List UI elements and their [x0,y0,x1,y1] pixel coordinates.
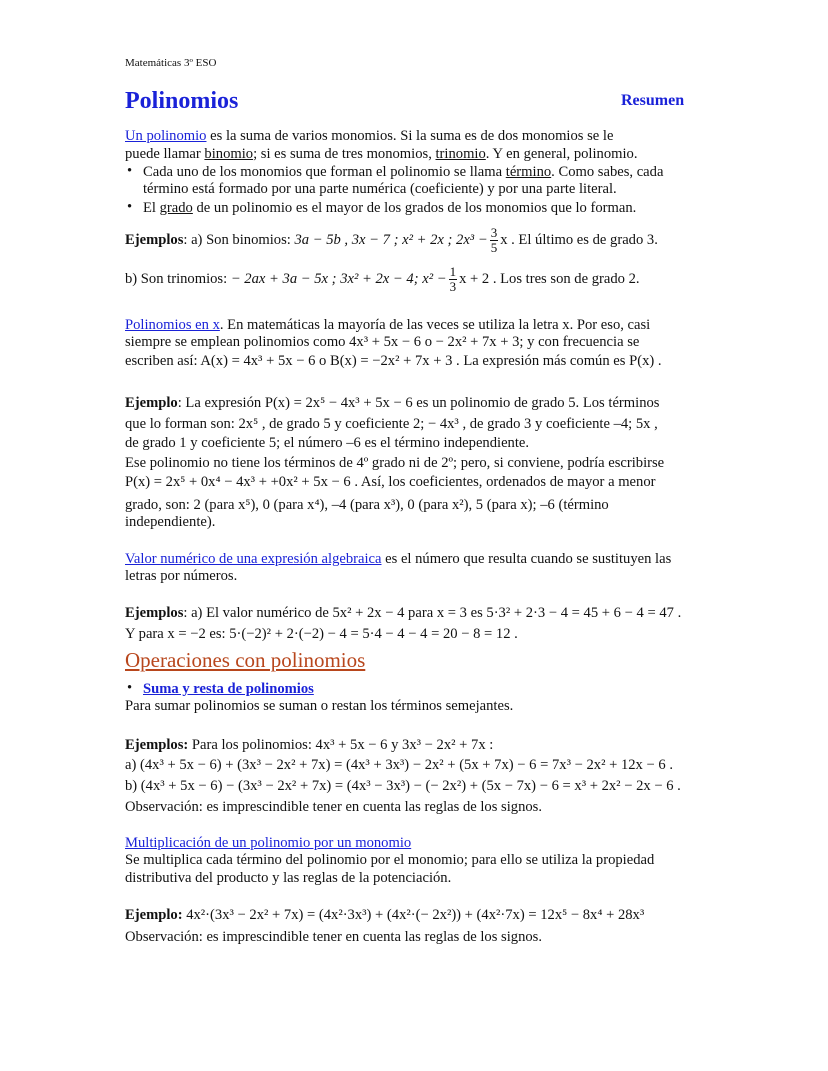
text: . Como sabes, cada [551,164,664,180]
term-termino: término [505,164,552,180]
fraction [449,265,458,294]
px-line: siempre se emplean polinomios como 4x³ + 5x − 6 o − 2x² + 7x + 3; y con frecuencia se [125,334,640,350]
page-title: Polinomios [125,88,239,114]
label: Ejemplo [125,395,178,411]
term-grado: grado [159,200,193,216]
ops-line: Se multiplica cada término del polinomio por el monomio; para ello se utiliza la propiedad [125,852,655,868]
polinomio-link[interactable]: Un polinomio [125,128,207,144]
text: b) Son trinomios: [125,270,231,287]
section-title-operaciones: Operaciones con polinomios [125,648,366,672]
text: es el número que resulta cuando se sustituyen las [381,551,672,567]
example-line: independiente). [125,514,216,530]
text: x + 2 . Los tres son de grado 2. [459,270,640,287]
example-line: Ese polinomio no tiene los términos de 4º grado ni de 2º; pero, si conviene, podría escribirse [125,455,665,471]
text: El [143,200,160,216]
intro-line [125,127,613,145]
denominator: 5 [490,240,498,255]
page-header: Matemáticas 3º ESO [125,57,217,69]
text: ; si es suma de tres monomios, [253,146,436,162]
text: Para los polinomios: 4x³ + 5x − 6 y 3x³ − 2x² + 7x : [188,737,494,753]
vn-line: letras por números. [125,568,238,584]
multiplicacion-link[interactable]: Multiplicación de un polinomio por un monomio [125,835,412,851]
observation: Observación: es imprescindible tener en cuenta las reglas de los signos. [125,929,543,945]
text: : La expresión P(x) = 2x⁵ − 4x³ + 5x − 6 es un polinomio de grado 5. Los términos [177,395,660,411]
label: Ejemplos [125,231,184,248]
denominator: 3 [449,279,457,294]
observation: Observación: es imprescindible tener en cuenta las reglas de los signos. [125,799,543,815]
valor-numerico-link[interactable]: Valor numérico de una expresión algebraica [125,551,382,567]
text: de un polinomio es el mayor de los grados de los monomios que lo forman. [192,200,637,216]
math: − 2ax + 3a − 5x ; 3x² + 2x − 4; x² − [230,270,447,287]
mult-example [125,906,644,924]
ops-line: distributiva del producto y las reglas de la potenciación. [125,870,452,886]
fraction [490,226,499,255]
px-line: escriben así: A(x) = 4x³ + 5x − 6 o B(x) = −2x² + 7x + 3 . La expresión más común es P(x) . [125,353,662,369]
text: es la suma de varios monomios. Si la suma es de dos monomios se le [206,128,614,144]
vn-line [125,550,671,568]
bullet: • [127,163,133,179]
polinomios-en-x-link[interactable]: Polinomios en x [125,317,220,333]
vn-example [125,604,681,622]
label: Ejemplo: [125,907,183,923]
suma-resta-link[interactable]: Suma y resta de polinomios [143,681,314,697]
bullet: • [127,680,133,696]
ops-example [125,736,493,754]
text: Cada uno de los monomios que forman el polinomio se llama [143,164,506,180]
text: puede llamar [125,146,205,162]
bullet-line: término está formado por una parte numérica (coeficiente) y por una parte literal. [143,181,617,197]
example-binomios [125,226,658,255]
example-line [125,394,659,412]
numerator: 1 [449,264,457,279]
intro-line [125,145,638,163]
px-line [125,316,650,334]
ops-example: b) (4x³ + 5x − 6) − (3x³ − 2x² + 7x) = (4x³ − 3x³) − (− 2x²) + (5x − 7x) − 6 = x³ + 2x² − 2x − 6 . [125,778,681,794]
ops-line: Para sumar polinomios se suman o restan los términos semejantes. [125,698,514,714]
text: x . El último es de grado 3. [500,231,658,248]
text: 4x²·(3x³ − 2x² + 7x) = (4x²·3x³) + (4x²·(− 2x²)) + (4x²·7x) = 12x⁵ − 8x⁴ + 28x³ [182,907,645,923]
example-line: que lo forman son: 2x⁵ , de grado 5 y coeficiente 2; − 4x³ , de grado 3 y coeficiente –4; 5x , [125,416,658,432]
label: Ejemplos: [125,737,189,753]
summary-label: Resumen [621,92,685,109]
example-trinomios [125,265,640,294]
example-line: P(x) = 2x⁵ + 0x⁴ − 4x³ + +0x² + 5x − 6 . Así, los coeficientes, ordenados de mayor a menor [125,474,656,490]
numerator: 3 [490,225,498,240]
vn-example: Y para x = −2 es: 5·(−2)² + 2·(−2) − 4 = 5·4 − 4 − 4 = 20 − 8 = 12 . [125,626,518,642]
text: : a) El valor numérico de 5x² + 2x − 4 para x = 3 es 5·3² + 2·3 − 4 = 45 + 6 − 4 = 47 . [183,605,682,621]
text: . Y en general, polinomio. [485,146,638,162]
term-trinomio: trinomio [435,146,486,162]
text: . En matemáticas la mayoría de las veces se utiliza la letra x. Por eso, casi [219,317,651,333]
bullet: • [127,199,133,215]
example-line: grado, son: 2 (para x⁵), 0 (para x⁴), –4 (para x³), 0 (para x²), 5 (para x); –6 (término [125,497,609,513]
example-line: de grado 1 y coeficiente 5; el número –6 es el término independiente. [125,435,530,451]
label: Ejemplos [125,605,184,621]
text: : a) Son binomios: [183,231,295,248]
bullet-line [143,199,636,217]
bullet-line [143,163,663,181]
ops-example: a) (4x³ + 5x − 6) + (3x³ − 2x² + 7x) = (4x³ + 3x³) − 2x² + (5x + 7x) − 6 = 7x³ − 2x² + 12x − 6 . [125,757,673,773]
term-binomio: binomio [204,146,254,162]
math: 3a − 5b , 3x − 7 ; x² + 2x ; 2x³ − [294,231,488,248]
